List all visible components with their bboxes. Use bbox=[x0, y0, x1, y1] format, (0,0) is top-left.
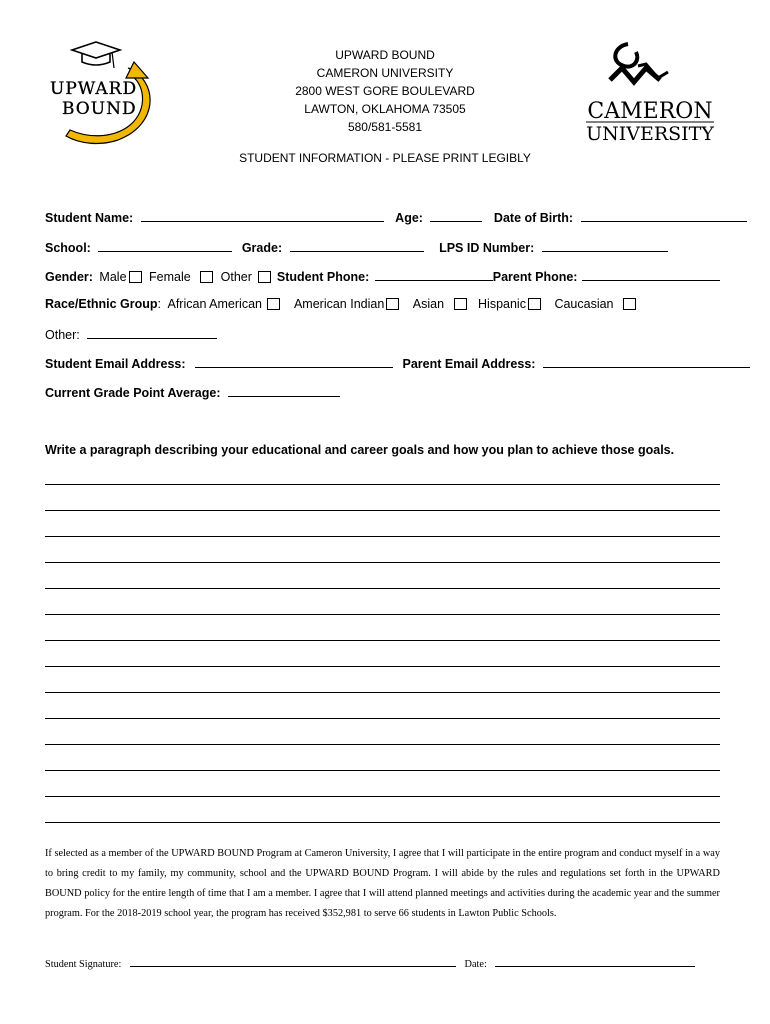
writing-line[interactable] bbox=[45, 510, 720, 511]
asian-checkbox[interactable] bbox=[454, 298, 467, 310]
writing-line[interactable] bbox=[45, 562, 720, 563]
caucasian-checkbox[interactable] bbox=[623, 298, 636, 310]
student-name-field[interactable] bbox=[141, 209, 384, 222]
cameron-logo-line1: CAMERON bbox=[587, 99, 713, 124]
city-state-zip: LAWTON, OKLAHOMA 73505 bbox=[304, 102, 466, 116]
parent-email-label: Parent Email Address: bbox=[402, 357, 536, 371]
writing-line[interactable] bbox=[45, 692, 720, 693]
african-american-checkbox[interactable] bbox=[267, 298, 280, 310]
parent-phone-label: Parent Phone: bbox=[492, 270, 578, 284]
writing-line[interactable] bbox=[45, 640, 720, 641]
bound-logo-line2: BOUND bbox=[62, 99, 137, 119]
age-field[interactable] bbox=[430, 209, 482, 222]
asian-label: Asian bbox=[412, 297, 445, 311]
gpa-label: Current Grade Point Average: bbox=[45, 386, 221, 400]
parent-email-field[interactable] bbox=[543, 355, 750, 368]
race-other-field[interactable] bbox=[87, 326, 217, 339]
age-label: Age: bbox=[395, 211, 423, 225]
gender-label: Gender: bbox=[45, 270, 93, 284]
dob-field[interactable] bbox=[581, 209, 747, 222]
other-gender-label: Other bbox=[220, 270, 252, 284]
writing-line[interactable] bbox=[45, 484, 720, 485]
row-gpa bbox=[45, 384, 340, 400]
student-email-label: Student Email Address: bbox=[45, 357, 186, 371]
writing-line[interactable] bbox=[45, 588, 720, 589]
writing-line[interactable] bbox=[45, 744, 720, 745]
university-name: CAMERON UNIVERSITY bbox=[316, 66, 454, 80]
row-gender-phones bbox=[45, 268, 720, 284]
gpa-field[interactable] bbox=[228, 384, 340, 397]
row-name-age-dob bbox=[45, 209, 747, 225]
other-gender-checkbox[interactable] bbox=[258, 271, 271, 283]
race-colon: : bbox=[157, 297, 162, 311]
writing-line[interactable] bbox=[45, 718, 720, 719]
student-signature-label: Student Signature: bbox=[45, 959, 122, 970]
university-logo-line2: UNIVERSITY bbox=[586, 123, 714, 145]
signature-row bbox=[45, 957, 695, 970]
phone-number: 580/581-5581 bbox=[347, 120, 423, 134]
school-field[interactable] bbox=[98, 239, 232, 252]
paragraph-prompt: Write a paragraph describing your educational and career goals and how you plan to achieve those goals. bbox=[45, 443, 675, 457]
female-checkbox[interactable] bbox=[200, 271, 213, 283]
writing-line[interactable] bbox=[45, 536, 720, 537]
writing-line[interactable] bbox=[45, 796, 720, 797]
org-name: UPWARD BOUND bbox=[335, 48, 435, 62]
cameron-university-logo bbox=[580, 38, 720, 148]
american-indian-label: American Indian bbox=[293, 297, 385, 311]
student-name-label: Student Name: bbox=[45, 211, 134, 225]
race-label: Race/Ethnic Group bbox=[45, 297, 158, 311]
caucasian-label: Caucasian bbox=[554, 297, 614, 311]
header-address bbox=[220, 46, 550, 136]
street-address: 2800 WEST GORE BOULEVARD bbox=[295, 84, 475, 98]
row-race bbox=[45, 297, 638, 311]
row-emails bbox=[45, 355, 750, 371]
upward-bound-logo bbox=[40, 28, 170, 146]
parent-phone-field[interactable] bbox=[582, 268, 720, 281]
student-phone-field[interactable] bbox=[375, 268, 493, 281]
grade-label: Grade: bbox=[241, 241, 283, 255]
lps-id-label: LPS ID Number: bbox=[439, 241, 535, 255]
writing-line[interactable] bbox=[45, 822, 720, 823]
signature-date-field[interactable] bbox=[495, 957, 695, 967]
signature-date-label: Date: bbox=[464, 959, 487, 970]
writing-line[interactable] bbox=[45, 614, 720, 615]
male-checkbox[interactable] bbox=[129, 271, 142, 283]
student-phone-label: Student Phone: bbox=[276, 270, 370, 284]
form-heading: STUDENT INFORMATION - PLEASE PRINT LEGIBLY bbox=[239, 151, 531, 165]
male-label: Male bbox=[99, 270, 127, 284]
writing-line[interactable] bbox=[45, 770, 720, 771]
student-signature-field[interactable] bbox=[130, 957, 456, 967]
hispanic-checkbox[interactable] bbox=[528, 298, 541, 310]
american-indian-checkbox[interactable] bbox=[386, 298, 399, 310]
female-label: Female bbox=[149, 270, 191, 284]
writing-line[interactable] bbox=[45, 666, 720, 667]
hispanic-label: Hispanic bbox=[478, 297, 526, 311]
school-label: School: bbox=[45, 241, 91, 255]
race-other-label: Other: bbox=[45, 328, 80, 342]
row-race-other bbox=[45, 326, 217, 342]
lps-id-field[interactable] bbox=[542, 239, 668, 252]
upward-logo-line1: UPWARD bbox=[50, 79, 138, 99]
african-american-label: African American bbox=[167, 297, 262, 311]
grade-field[interactable] bbox=[290, 239, 424, 252]
dob-label: Date of Birth: bbox=[493, 211, 574, 225]
student-email-field[interactable] bbox=[195, 355, 393, 368]
row-school-grade-lps bbox=[45, 239, 668, 255]
agreement-text: If selected as a member of the UPWARD BOUND Program at Cameron University, I agree that I will participate in the entire program and conduct myself in a way to bring credit to my family, my community, school and the UPWARD BOUND Program. I will abide by the rules and regulations set forth in the UPWARD BOUND policy for the entire length of time that I am a member. I agree that I will attend planned meetings and activities during the academic year and the summer program. For the 2018-2019 school year, the program has received $352,981 to serve 66 students in Lawton Public Schools. bbox=[45, 848, 720, 919]
